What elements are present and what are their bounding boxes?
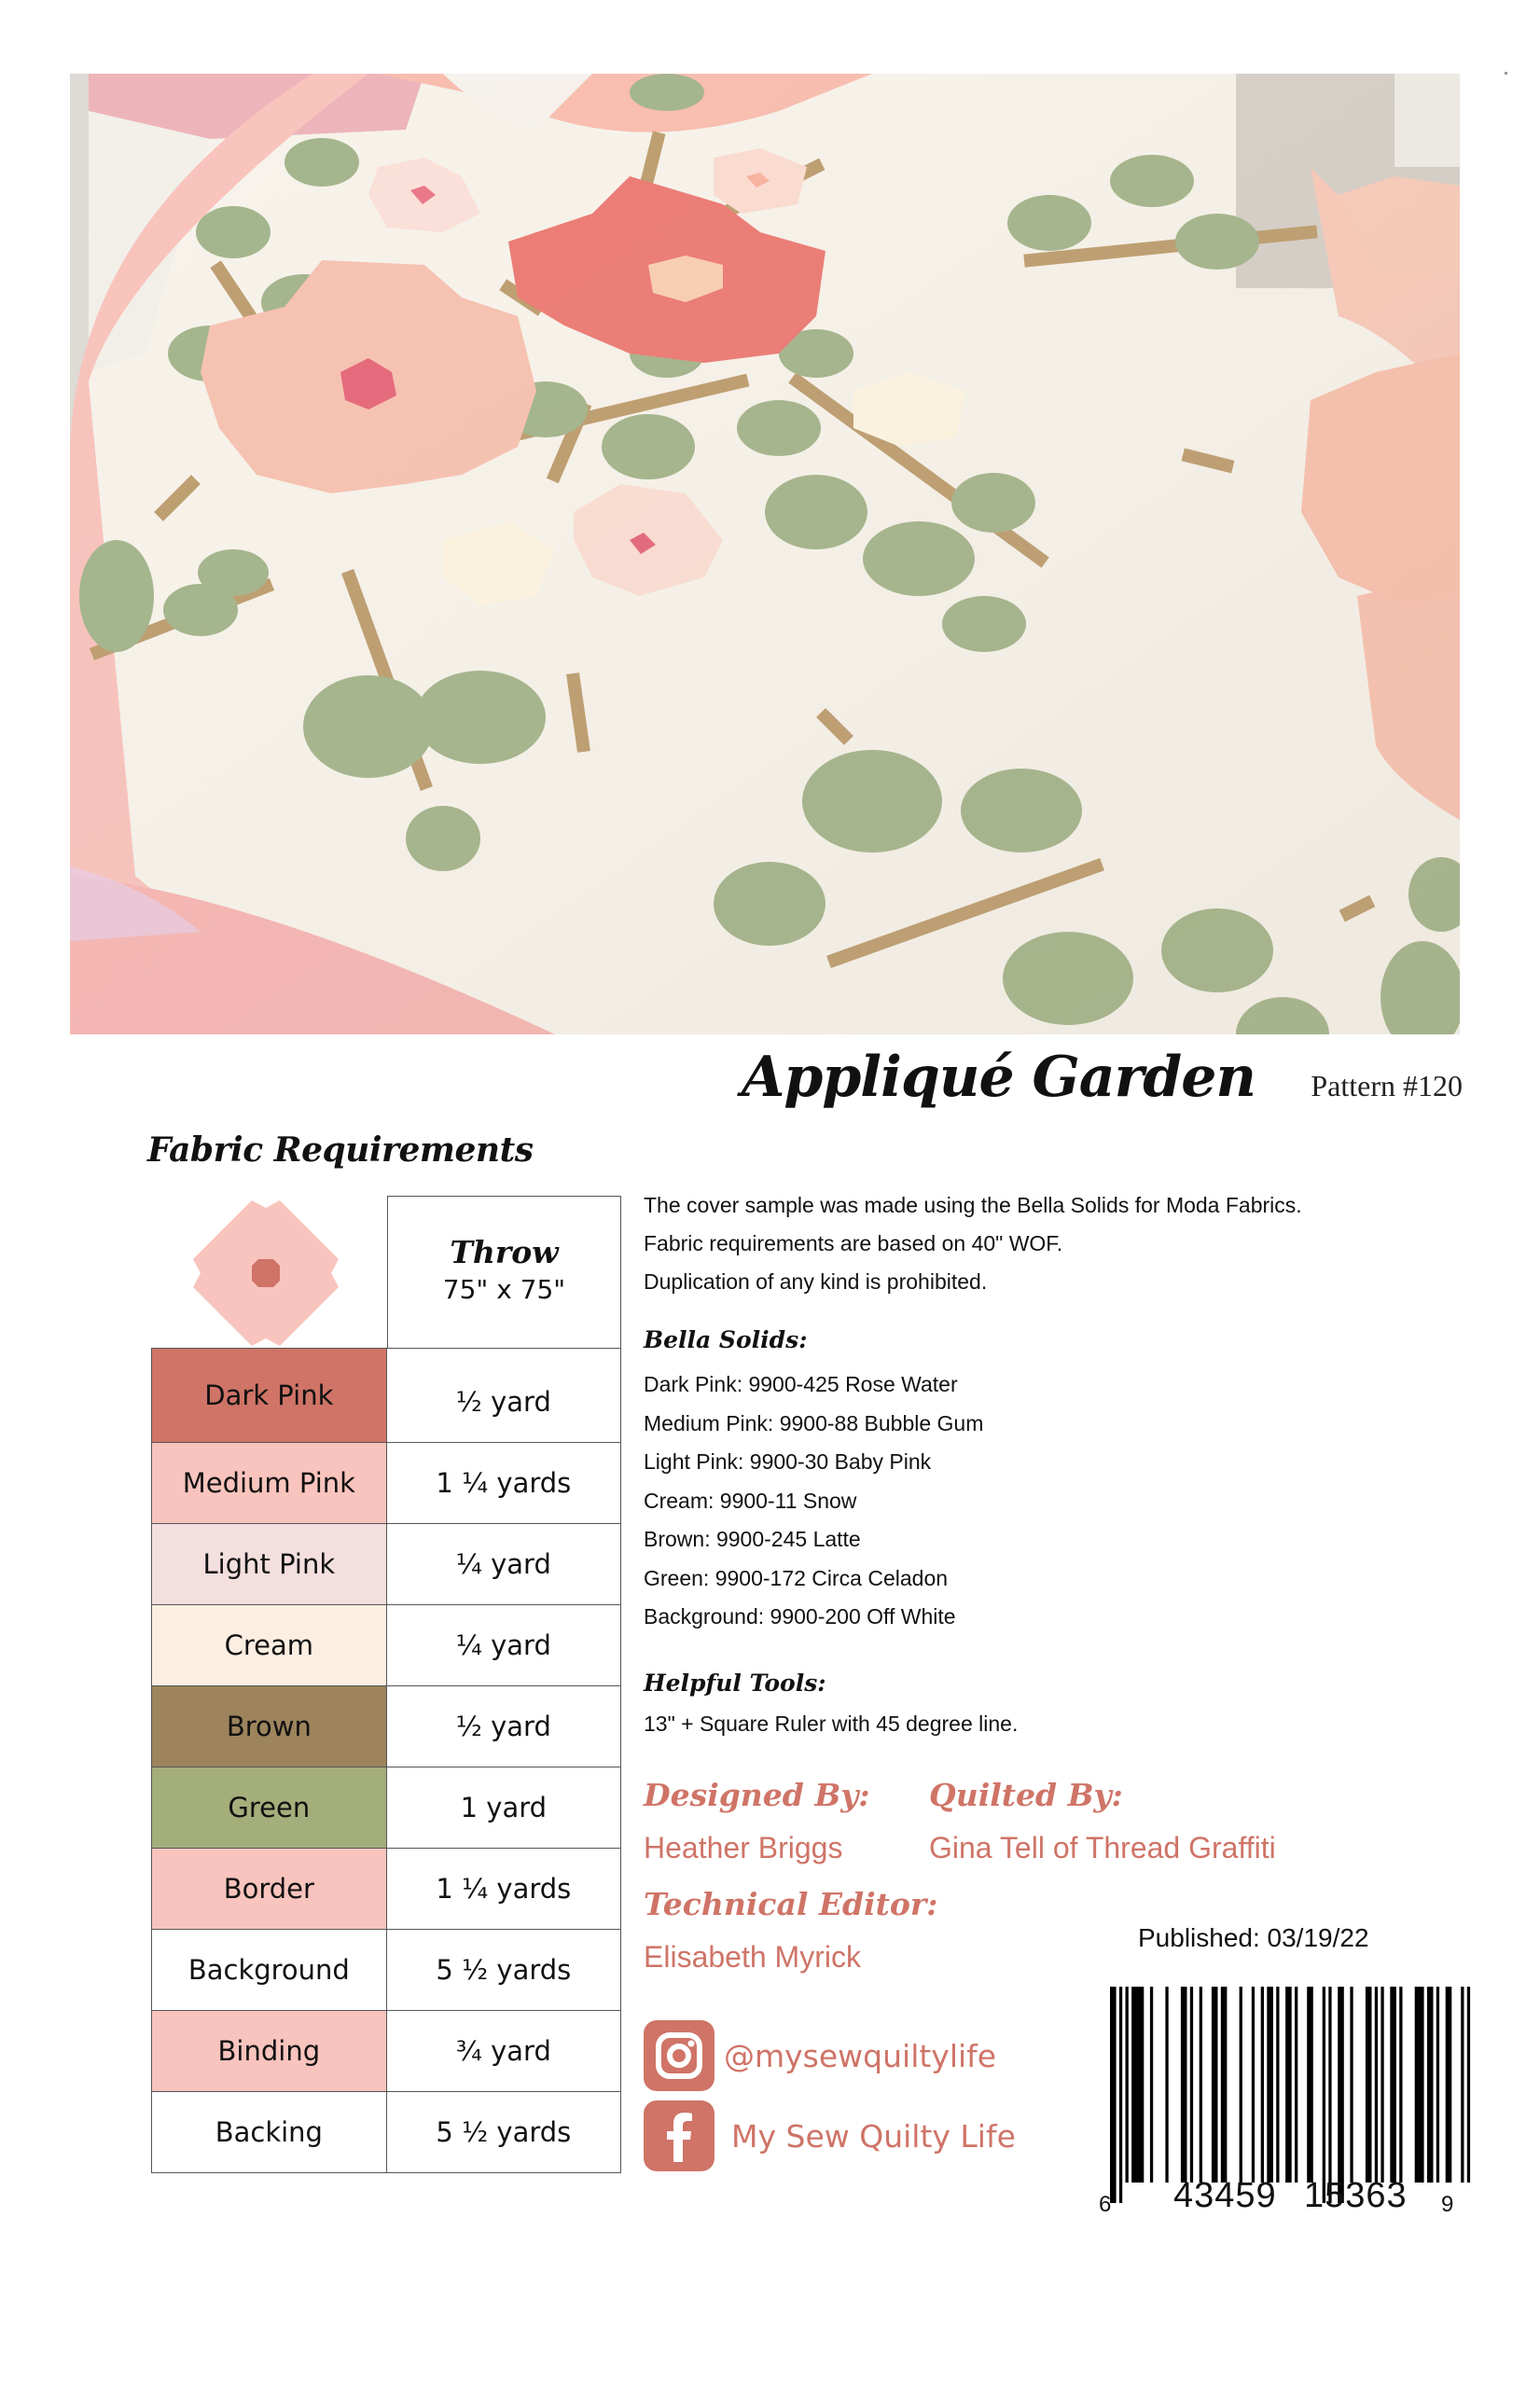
- facebook-link[interactable]: [644, 2100, 1016, 2171]
- facebook-icon: [644, 2100, 715, 2171]
- pattern-number: Pattern #120: [1311, 1069, 1463, 1102]
- helpful-tools-text: 13" + Square Ruler with 45 degree line.: [644, 1712, 1019, 1736]
- fabric-amount-cell: 1 ¼ yards: [386, 1443, 620, 1524]
- table-row: [152, 1443, 621, 1524]
- fabric-name-cell: Backing: [152, 2092, 387, 2173]
- note-line: Fabric requirements are based on 40" WOF.: [644, 1231, 1063, 1255]
- facebook-page-name: My Sew Quilty Life: [731, 2117, 1016, 2155]
- quilt-illustration: [70, 74, 1460, 1034]
- size-name: Throw: [450, 1234, 559, 1270]
- bella-solid-item: Cream: 9900-11 Snow: [644, 1488, 857, 1513]
- fabric-name-cell: Light Pink: [152, 1524, 387, 1605]
- bella-solid-item: Light Pink: 9900-30 Baby Pink: [644, 1449, 932, 1474]
- title-row: [0, 1045, 1463, 1119]
- intro-notes: [644, 1186, 1390, 1301]
- fabric-requirements-heading: Fabric Requirements: [147, 1130, 534, 1170]
- bella-solid-item: Medium Pink: 9900-88 Bubble Gum: [644, 1410, 984, 1435]
- fabric-name-cell: Medium Pink: [152, 1443, 387, 1524]
- technical-editor-label: Technical Editor:: [644, 1886, 938, 1922]
- instagram-link[interactable]: [644, 2020, 996, 2091]
- table-row: [152, 1605, 621, 1686]
- bella-solids-heading: Bella Solids:: [644, 1326, 808, 1353]
- table-row: [152, 2011, 621, 2092]
- instagram-handle: @mysewquiltylife: [724, 2037, 997, 2074]
- bella-solid-item: Dark Pink: 9900-425 Rose Water: [644, 1372, 958, 1396]
- fabric-name-cell: Dark Pink: [152, 1349, 387, 1443]
- fabric-amount-cell: ½ yard: [386, 1349, 620, 1443]
- table-row: [152, 1524, 621, 1605]
- fabric-name-cell: Brown: [152, 1686, 387, 1767]
- barcode-right-digits: 15363: [1304, 2176, 1408, 2215]
- fabric-amount-cell: ¼ yard: [386, 1605, 620, 1686]
- quilted-by-value: Gina Tell of Thread Graffiti: [929, 1831, 1276, 1864]
- table-row: [152, 1849, 621, 1930]
- table-row: [152, 1930, 621, 2011]
- table-row: [152, 1767, 621, 1849]
- technical-editor-value: Elisabeth Myrick: [644, 1940, 861, 1974]
- bella-solid-item: Background: 9900-200 Off White: [644, 1604, 956, 1629]
- flower-block-icon: [191, 1199, 340, 1348]
- quilted-by-label: Quilted By:: [929, 1777, 1123, 1813]
- helpful-tools-heading: Helpful Tools:: [644, 1670, 826, 1697]
- fabric-name-cell: Green: [152, 1767, 387, 1849]
- fabric-amount-cell: 5 ½ yards: [386, 2092, 620, 2173]
- fabric-amount-cell: 5 ½ yards: [386, 1930, 620, 2011]
- size-dimensions: 75" x 75": [442, 1274, 566, 1305]
- designed-by-value: Heather Briggs: [644, 1831, 843, 1864]
- designed-by-label: Designed By:: [644, 1777, 870, 1813]
- barcode-check-digit: 9: [1441, 2192, 1454, 2217]
- cover-photo: [70, 74, 1460, 1034]
- fabric-amount-cell: ¼ yard: [386, 1524, 620, 1605]
- bella-solids-list: [644, 1365, 983, 1637]
- published-date: Published: 03/19/22: [1138, 1923, 1369, 1952]
- table-row: [152, 1349, 621, 1443]
- fabric-amount-cell: ¾ yard: [386, 2011, 620, 2092]
- fabric-name-cell: Background: [152, 1930, 387, 2011]
- table-row: [152, 1686, 621, 1767]
- fabric-name-cell: Cream: [152, 1605, 387, 1686]
- barcode-left-digits: 43459: [1173, 2176, 1277, 2215]
- corner-mark: [1505, 72, 1507, 75]
- upc-barcode: [1105, 1987, 1478, 2220]
- barcode-lead-digit: 6: [1099, 2192, 1112, 2217]
- fabric-requirements-table: [151, 1348, 621, 2173]
- fabric-amount-cell: 1 ¼ yards: [386, 1849, 620, 1930]
- bella-solid-item: Green: 9900-172 Circa Celadon: [644, 1565, 949, 1590]
- note-line: Duplication of any kind is prohibited.: [644, 1269, 988, 1294]
- instagram-icon: [644, 2020, 715, 2091]
- fabric-name-cell: Binding: [152, 2011, 387, 2092]
- note-line: The cover sample was made using the Bella Solids for Moda Fabrics.: [644, 1193, 1302, 1217]
- fabric-name-cell: Border: [152, 1849, 387, 1930]
- fabric-amount-cell: ½ yard: [386, 1686, 620, 1767]
- table-row: [152, 2092, 621, 2173]
- size-column-header: [387, 1196, 621, 1348]
- fabric-amount-cell: 1 yard: [386, 1767, 620, 1849]
- pattern-title: Appliqué Garden: [741, 1045, 1256, 1110]
- bella-solid-item: Brown: 9900-245 Latte: [644, 1527, 861, 1551]
